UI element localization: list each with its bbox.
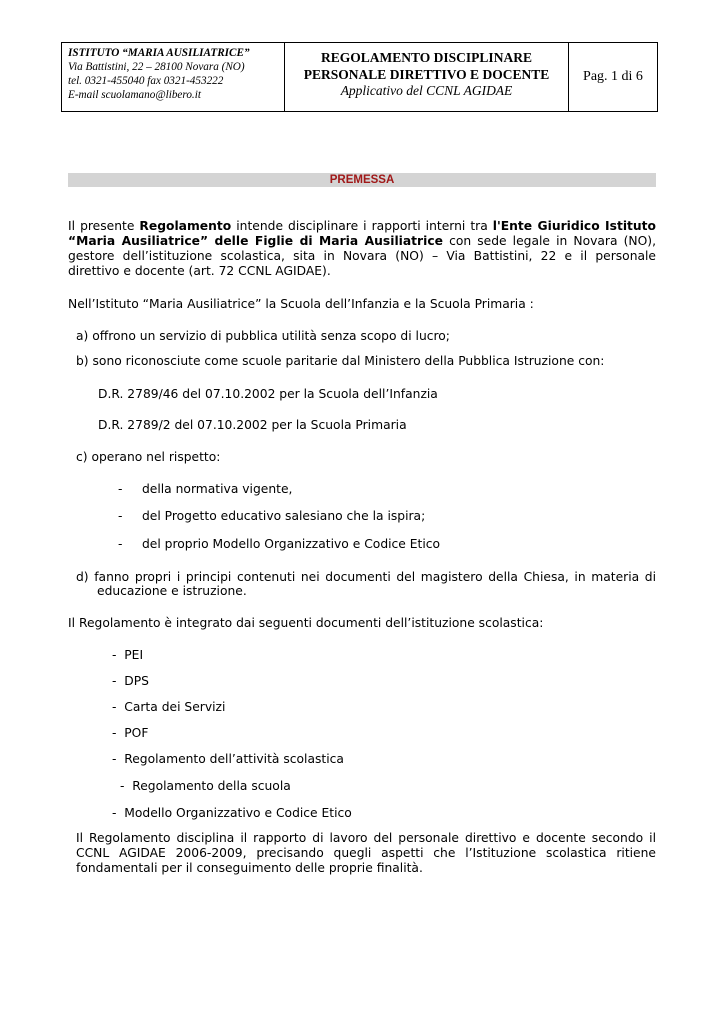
decree-primaria: D.R. 2789/2 del 07.10.2002 per la Scuola Primaria [98, 418, 407, 432]
institute-name: ISTITUTO “MARIA AUSILIATRICE” [68, 47, 250, 59]
schools-intro: Nell’Istituto “Maria Ausiliatrice” la Scuola dell’Infanzia e la Scuola Primaria : [68, 297, 534, 311]
institute-info [62, 43, 285, 111]
intro-line-2: “Maria Ausiliatrice” delle Figlie di Maria Ausiliatrice con sede legale in Novara (NO), [68, 234, 656, 248]
document-title-line2: PERSONALE DIRETTIVO E DOCENTE [303, 66, 550, 82]
decree-infanzia: D.R. 2789/46 del 07.10.2002 per la Scuola dell’Infanzia [98, 387, 438, 401]
intro-line-4: direttivo e docente (art. 72 CCNL AGIDAE). [68, 264, 331, 278]
respect-item: - del Progetto educativo salesiano che la ispira; [118, 509, 426, 523]
document-list-item: - PEI [112, 648, 144, 662]
item-a: a) offrono un servizio di pubblica utilità senza scopo di lucro; [76, 329, 450, 343]
respect-item: - della normativa vigente, [118, 482, 293, 496]
institute-email: E-mail scuolamano@libero.it [68, 89, 201, 101]
item-d-line-1: d) fanno propri i principi contenuti nei documenti del magistero della Chiesa, in materia di [76, 570, 656, 584]
document-list-item: - Regolamento della scuola [120, 779, 291, 793]
section-title: PREMESSA [68, 173, 656, 187]
institute-address: Via Battistini, 22 – 28100 Novara (NO) [68, 61, 245, 73]
closing-line-2: CCNL AGIDAE 2006-2009, precisando quegli aspetti che l’Istituzione scolastica ritiene [76, 846, 656, 860]
document-list-item: - DPS [112, 674, 149, 688]
item-d-line-2: educazione e istruzione. [97, 584, 247, 598]
institute-phone-fax: tel. 0321-455040 fax 0321-453222 [68, 75, 224, 87]
intro-line-3: gestore dell’istituzione scolastica, sita in Novara (NO) – Via Battistini, 22 e il personale [68, 249, 656, 263]
document-header [61, 42, 658, 112]
document-list-item: - Modello Organizzativo e Codice Etico [112, 806, 352, 820]
item-c: c) operano nel rispetto: [76, 450, 221, 464]
document-list-item: - Regolamento dell’attività scolastica [112, 752, 344, 766]
document-list-item: - POF [112, 726, 149, 740]
document-list-item: - Carta dei Servizi [112, 700, 226, 714]
item-b: b) sono riconosciute come scuole paritarie dal Ministero della Pubblica Istruzione con: [76, 354, 605, 368]
document-subtitle: Applicativo del CCNL AGIDAE [340, 83, 513, 98]
closing-line-3: fondamentali per il conseguimento delle proprie finalità. [76, 861, 423, 875]
page-number: Pag. 1 di 6 [583, 69, 643, 84]
integration-intro: Il Regolamento è integrato dai seguenti documenti dell’istituzione scolastica: [68, 616, 544, 630]
respect-item: - del proprio Modello Organizzativo e Codice Etico [118, 537, 441, 551]
document-title-line1: REGOLAMENTO DISCIPLINARE [321, 50, 532, 65]
intro-line-1: Il presente Regolamento intende disciplinare i rapporti interni tra l'Ente Giuridico Istituto [68, 219, 656, 233]
closing-line-1: Il Regolamento disciplina il rapporto di lavoro del personale direttivo e docente secondo il [76, 831, 656, 845]
document-title-block [285, 43, 569, 111]
